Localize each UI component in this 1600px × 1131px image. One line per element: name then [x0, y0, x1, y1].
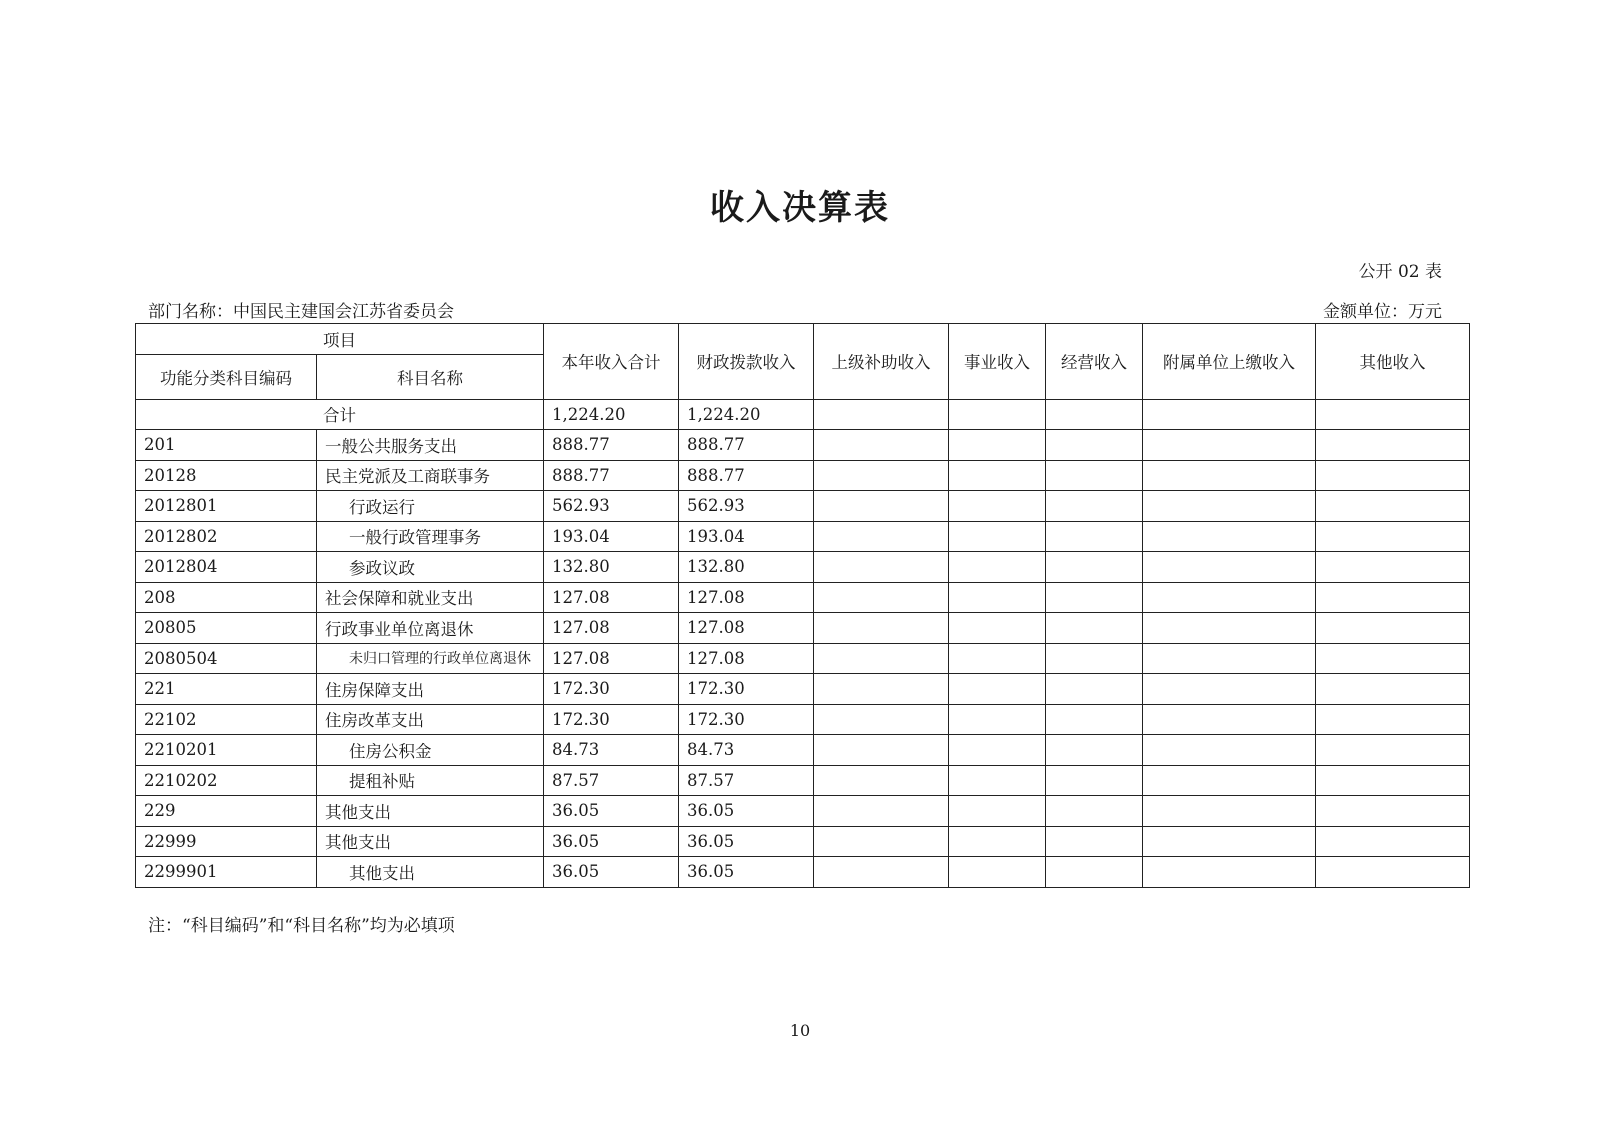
row-name: 行政运行	[317, 491, 544, 522]
row-total: 127.08	[544, 582, 679, 613]
empty-cell	[1046, 399, 1143, 430]
empty-cell	[949, 735, 1046, 766]
row-total: 84.73	[544, 735, 679, 766]
table-row	[136, 613, 1470, 644]
row-fiscal: 36.05	[679, 796, 814, 827]
row-name: 其他支出	[317, 796, 544, 827]
empty-cell	[1046, 643, 1143, 674]
empty-cell	[1046, 735, 1143, 766]
empty-cell	[1143, 704, 1316, 735]
table-row	[136, 521, 1470, 552]
row-name: 住房改革支出	[317, 704, 544, 735]
empty-cell	[1143, 460, 1316, 491]
table-row	[136, 857, 1470, 888]
empty-cell	[814, 704, 949, 735]
row-code: 22102	[136, 704, 317, 735]
empty-cell	[814, 552, 949, 583]
income-table	[135, 323, 1470, 888]
row-code: 2012802	[136, 521, 317, 552]
empty-cell	[814, 582, 949, 613]
row-name: 其他支出	[317, 826, 544, 857]
empty-cell	[949, 399, 1046, 430]
row-fiscal: 562.93	[679, 491, 814, 522]
empty-cell	[949, 613, 1046, 644]
row-total: 193.04	[544, 521, 679, 552]
empty-cell	[1143, 735, 1316, 766]
header-fiscal: 财政拨款收入	[679, 324, 814, 400]
row-code: 221	[136, 674, 317, 705]
empty-cell	[1143, 521, 1316, 552]
header-operating: 经营收入	[1046, 324, 1143, 400]
empty-cell	[1316, 491, 1470, 522]
empty-cell	[1143, 765, 1316, 796]
empty-cell	[1316, 552, 1470, 583]
empty-cell	[1046, 857, 1143, 888]
row-total: 562.93	[544, 491, 679, 522]
empty-cell	[949, 826, 1046, 857]
header-name: 科目名称	[317, 354, 544, 399]
row-fiscal: 888.77	[679, 430, 814, 461]
row-code: 22999	[136, 826, 317, 857]
row-fiscal: 172.30	[679, 704, 814, 735]
empty-cell	[1316, 704, 1470, 735]
row-code: 208	[136, 582, 317, 613]
empty-cell	[1046, 613, 1143, 644]
row-total: 87.57	[544, 765, 679, 796]
empty-cell	[1046, 826, 1143, 857]
empty-cell	[949, 765, 1046, 796]
empty-cell	[1316, 613, 1470, 644]
empty-cell	[949, 552, 1046, 583]
empty-cell	[949, 857, 1046, 888]
row-code: 20128	[136, 460, 317, 491]
empty-cell	[1316, 857, 1470, 888]
empty-cell	[814, 796, 949, 827]
empty-cell	[1046, 552, 1143, 583]
empty-cell	[1046, 582, 1143, 613]
empty-cell	[1143, 643, 1316, 674]
table-row	[136, 674, 1470, 705]
row-fiscal: 36.05	[679, 857, 814, 888]
row-name: 住房公积金	[317, 735, 544, 766]
row-name: 社会保障和就业支出	[317, 582, 544, 613]
row-fiscal: 84.73	[679, 735, 814, 766]
empty-cell	[949, 430, 1046, 461]
empty-cell	[949, 704, 1046, 735]
row-total: 132.80	[544, 552, 679, 583]
row-code: 2210202	[136, 765, 317, 796]
empty-cell	[1046, 765, 1143, 796]
page-number: 10	[789, 1021, 811, 1040]
empty-cell	[1046, 460, 1143, 491]
row-total: 36.05	[544, 796, 679, 827]
empty-cell	[949, 491, 1046, 522]
empty-cell	[1316, 399, 1470, 430]
row-name: 其他支出	[317, 857, 544, 888]
empty-cell	[949, 796, 1046, 827]
row-name: 行政事业单位离退休	[317, 613, 544, 644]
row-total: 172.30	[544, 674, 679, 705]
table-row	[136, 765, 1470, 796]
header-project: 项目	[136, 324, 544, 355]
empty-cell	[1316, 674, 1470, 705]
empty-cell	[1046, 521, 1143, 552]
empty-cell	[1046, 491, 1143, 522]
empty-cell	[1143, 826, 1316, 857]
empty-cell	[814, 735, 949, 766]
row-code: 2012801	[136, 491, 317, 522]
row-name: 一般公共服务支出	[317, 430, 544, 461]
table-row	[136, 826, 1470, 857]
row-fiscal: 87.57	[679, 765, 814, 796]
row-total: 127.08	[544, 643, 679, 674]
row-total: 888.77	[544, 460, 679, 491]
row-name: 未归口管理的行政单位离退休	[317, 643, 544, 674]
header-code: 功能分类科目编码	[136, 354, 317, 399]
table-row	[136, 491, 1470, 522]
table-row	[136, 735, 1470, 766]
row-total: 36.05	[544, 826, 679, 857]
empty-cell	[1316, 430, 1470, 461]
empty-cell	[1316, 643, 1470, 674]
row-name: 提租补贴	[317, 765, 544, 796]
row-fiscal: 36.05	[679, 826, 814, 857]
row-code: 2080504	[136, 643, 317, 674]
table-row	[136, 704, 1470, 735]
empty-cell	[1316, 796, 1470, 827]
row-code: 20805	[136, 613, 317, 644]
row-code: 2210201	[136, 735, 317, 766]
empty-cell	[1316, 826, 1470, 857]
empty-cell	[1143, 399, 1316, 430]
total-label: 合计	[136, 399, 544, 430]
empty-cell	[949, 643, 1046, 674]
table-row	[136, 552, 1470, 583]
row-total: 36.05	[544, 857, 679, 888]
header-business: 事业收入	[949, 324, 1046, 400]
table-row	[136, 460, 1470, 491]
empty-cell	[949, 582, 1046, 613]
empty-cell	[814, 674, 949, 705]
row-fiscal: 172.30	[679, 674, 814, 705]
empty-cell	[1316, 460, 1470, 491]
empty-cell	[1046, 704, 1143, 735]
empty-cell	[1046, 674, 1143, 705]
empty-cell	[949, 521, 1046, 552]
row-total: 172.30	[544, 704, 679, 735]
row-code: 229	[136, 796, 317, 827]
empty-cell	[1143, 552, 1316, 583]
empty-cell	[1316, 521, 1470, 552]
empty-cell	[1143, 491, 1316, 522]
empty-cell	[1143, 674, 1316, 705]
table-row	[136, 643, 1470, 674]
footnote: 注：“科目编码”和“科目名称”均为必填项	[148, 916, 455, 936]
header-other: 其他收入	[1316, 324, 1470, 400]
empty-cell	[1143, 857, 1316, 888]
empty-cell	[1316, 582, 1470, 613]
row-code: 2299901	[136, 857, 317, 888]
empty-cell	[814, 857, 949, 888]
table-number: 公开 02 表	[1358, 262, 1442, 282]
row-total: 888.77	[544, 430, 679, 461]
empty-cell	[949, 674, 1046, 705]
empty-cell	[814, 521, 949, 552]
empty-cell	[814, 826, 949, 857]
empty-cell	[1046, 430, 1143, 461]
amount-unit: 金额单位：万元	[1323, 302, 1442, 322]
row-fiscal: 888.77	[679, 460, 814, 491]
empty-cell	[814, 460, 949, 491]
empty-cell	[814, 399, 949, 430]
row-fiscal: 127.08	[679, 613, 814, 644]
empty-cell	[814, 765, 949, 796]
empty-cell	[814, 643, 949, 674]
empty-cell	[814, 613, 949, 644]
row-fiscal: 132.80	[679, 552, 814, 583]
empty-cell	[1143, 796, 1316, 827]
row-fiscal: 127.08	[679, 582, 814, 613]
total-row	[136, 399, 1470, 430]
row-total: 127.08	[544, 613, 679, 644]
row-code: 201	[136, 430, 317, 461]
row-fiscal: 193.04	[679, 521, 814, 552]
empty-cell	[814, 491, 949, 522]
total-fiscal: 1,224.20	[679, 399, 814, 430]
row-name: 住房保障支出	[317, 674, 544, 705]
row-name: 参政议政	[317, 552, 544, 583]
header-affiliated: 附属单位上缴收入	[1143, 324, 1316, 400]
empty-cell	[1143, 613, 1316, 644]
table-row	[136, 582, 1470, 613]
empty-cell	[1316, 735, 1470, 766]
header-total: 本年收入合计	[544, 324, 679, 400]
header-superior: 上级补助收入	[814, 324, 949, 400]
empty-cell	[1143, 582, 1316, 613]
page-title: 收入决算表	[710, 188, 890, 228]
table-row	[136, 796, 1470, 827]
row-code: 2012804	[136, 552, 317, 583]
total-amount: 1,224.20	[544, 399, 679, 430]
row-name: 一般行政管理事务	[317, 521, 544, 552]
empty-cell	[814, 430, 949, 461]
empty-cell	[1046, 796, 1143, 827]
table-row	[136, 430, 1470, 461]
row-name: 民主党派及工商联事务	[317, 460, 544, 491]
empty-cell	[949, 460, 1046, 491]
department-name: 部门名称：中国民主建国会江苏省委员会	[148, 302, 454, 322]
row-fiscal: 127.08	[679, 643, 814, 674]
empty-cell	[1316, 765, 1470, 796]
empty-cell	[1143, 430, 1316, 461]
